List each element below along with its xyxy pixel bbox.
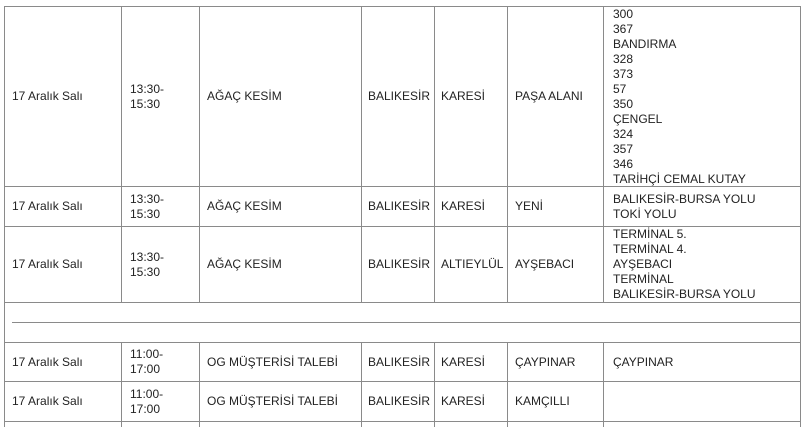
column-divider — [199, 186, 200, 227]
date-text: 17 Aralık Salı — [12, 354, 83, 369]
column-divider — [434, 342, 435, 382]
street-name: ÇAYPINAR — [613, 354, 674, 369]
column-divider — [507, 226, 508, 303]
time-end: 15:30 — [130, 206, 161, 221]
column-divider — [800, 226, 801, 303]
column-divider — [121, 342, 122, 382]
neighborhood-text: KAMÇILLI — [515, 394, 570, 408]
cell-city — [368, 187, 432, 226]
cell-city — [368, 227, 432, 302]
time-end: 17:00 — [130, 401, 161, 416]
column-divider — [434, 6, 435, 187]
cell-reason — [207, 382, 359, 421]
column-divider — [507, 381, 508, 422]
cell-streets — [613, 187, 798, 226]
district-text: ALTIEYLÜL — [441, 257, 504, 271]
cell-city — [368, 7, 432, 186]
street-name: 57 — [613, 81, 627, 96]
row-divider — [4, 186, 801, 187]
date-text: 17 Aralık Salı — [12, 394, 83, 408]
reason-text: OG MÜŞTERİSİ TALEBİ — [207, 394, 338, 408]
district-text: KARESİ — [441, 394, 486, 408]
row-divider — [4, 6, 801, 7]
time-end: 15:30 — [130, 264, 161, 279]
column-divider — [199, 226, 200, 303]
column-divider — [603, 342, 604, 382]
street-name: AYŞEBACI — [613, 257, 673, 271]
city-text: BALIKESİR — [368, 394, 431, 408]
cell-time — [130, 382, 197, 421]
column-divider — [121, 186, 122, 227]
column-divider — [434, 381, 435, 422]
column-divider — [800, 186, 801, 227]
cell-date — [12, 7, 119, 186]
date-text: 17 Aralık Salı — [12, 257, 83, 271]
street-name: TARİHÇİ CEMAL KUTAY — [613, 171, 746, 186]
neighborhood-text: PAŞA ALANI — [515, 89, 583, 103]
column-divider — [199, 6, 200, 187]
district-text: KARESİ — [441, 354, 486, 369]
cell-streets — [613, 343, 798, 381]
cell-city — [368, 343, 432, 381]
column-divider — [4, 186, 5, 227]
column-divider — [507, 6, 508, 187]
column-divider — [121, 421, 122, 427]
street-name: 373 — [613, 66, 634, 81]
time-start: 11:00- — [130, 347, 164, 361]
street-name: 357 — [613, 141, 634, 156]
street-name: 367 — [613, 21, 634, 36]
column-divider — [199, 342, 200, 382]
column-divider — [361, 421, 362, 427]
cell-time — [130, 343, 197, 381]
column-divider — [199, 421, 200, 427]
street-name: BALIKESİR-BURSA YOLU — [613, 191, 756, 206]
column-divider — [800, 342, 801, 382]
cell-streets — [613, 7, 798, 186]
column-divider — [434, 186, 435, 227]
column-divider — [361, 6, 362, 187]
column-divider — [361, 226, 362, 303]
column-divider — [800, 6, 801, 187]
column-divider — [603, 381, 604, 422]
cell-district — [441, 7, 505, 186]
cell-neighborhood — [515, 187, 601, 226]
time-end: 15:30 — [130, 96, 161, 111]
reason-text: OG MÜŞTERİSİ TALEBİ — [207, 354, 338, 369]
street-name: BALIKESİR-BURSA YOLU — [613, 287, 756, 301]
street-name: 324 — [613, 126, 634, 141]
column-divider — [434, 226, 435, 303]
city-text: BALIKESİR — [368, 199, 431, 213]
cell-district — [441, 343, 505, 381]
column-divider — [361, 342, 362, 382]
neighborhood-text: YENİ — [515, 199, 544, 213]
column-divider — [199, 381, 200, 422]
cell-time — [130, 7, 197, 186]
cell-neighborhood — [515, 7, 601, 186]
street-name: 328 — [613, 51, 634, 66]
street-name: TOKİ YOLU — [613, 206, 677, 221]
cell-date — [12, 382, 119, 421]
cell-neighborhood — [515, 227, 601, 302]
cell-time — [130, 187, 197, 226]
neighborhood-text: ÇAYPINAR — [515, 354, 576, 369]
street-name: TERMİNAL 5. — [613, 227, 687, 241]
column-divider — [4, 342, 5, 382]
column-divider — [121, 381, 122, 422]
column-divider — [4, 226, 5, 303]
column-divider — [4, 6, 5, 187]
column-divider — [800, 381, 801, 422]
column-divider — [361, 186, 362, 227]
column-divider — [603, 186, 604, 227]
district-text: KARESİ — [441, 199, 486, 213]
cell-district — [441, 187, 505, 226]
cell-reason — [207, 187, 359, 226]
column-divider — [434, 421, 435, 427]
spacer-line — [12, 322, 801, 323]
row-divider — [4, 342, 801, 343]
column-divider — [507, 342, 508, 382]
street-name: TERMİNAL 4. — [613, 242, 687, 256]
city-text: BALIKESİR — [368, 354, 431, 369]
district-text: KARESİ — [441, 89, 486, 103]
date-text: 17 Aralık Salı — [12, 89, 83, 103]
column-divider — [4, 302, 5, 342]
cell-reason — [207, 7, 359, 186]
column-divider — [507, 421, 508, 427]
street-name: TERMİNAL — [613, 272, 674, 286]
row-divider — [4, 381, 801, 382]
column-divider — [361, 381, 362, 422]
column-divider — [121, 226, 122, 303]
time-start: 13:30- — [130, 191, 165, 206]
city-text: BALIKESİR — [368, 257, 431, 271]
reason-text: AĞAÇ KESİM — [207, 257, 282, 271]
column-divider — [603, 226, 604, 303]
street-name: 350 — [613, 96, 634, 111]
street-name: 300 — [613, 7, 634, 21]
row-divider — [4, 226, 801, 227]
street-name: 346 — [613, 156, 634, 171]
cell-streets — [613, 382, 798, 421]
row-divider — [4, 302, 801, 303]
cell-neighborhood — [515, 343, 601, 381]
column-divider — [4, 381, 5, 422]
cell-date — [12, 227, 119, 302]
cell-district — [441, 382, 505, 421]
column-divider — [507, 186, 508, 227]
column-divider — [121, 6, 122, 187]
time-start: 13:30- — [130, 249, 165, 264]
neighborhood-text: AYŞEBACI — [515, 257, 575, 271]
column-divider — [603, 421, 604, 427]
cell-city — [368, 382, 432, 421]
reason-text: AĞAÇ KESİM — [207, 199, 282, 213]
cell-reason — [207, 343, 359, 381]
column-divider — [4, 421, 5, 427]
cell-reason — [207, 227, 359, 302]
cell-time — [130, 227, 197, 302]
time-start: 13:30- — [130, 81, 165, 96]
cell-date — [12, 187, 119, 226]
time-start: 11:00- — [130, 386, 164, 401]
cell-date — [12, 343, 119, 381]
street-name: BANDIRMA — [613, 36, 677, 51]
column-divider — [800, 421, 801, 427]
cell-streets — [613, 227, 798, 302]
street-name: ÇENGEL — [613, 111, 663, 126]
date-text: 17 Aralık Salı — [12, 199, 83, 213]
row-divider — [4, 421, 801, 422]
cell-neighborhood — [515, 382, 601, 421]
reason-text: AĞAÇ KESİM — [207, 89, 282, 103]
time-end: 17:00 — [130, 362, 161, 376]
cell-district — [441, 227, 505, 302]
column-divider — [603, 6, 604, 187]
city-text: BALIKESİR — [368, 89, 431, 103]
